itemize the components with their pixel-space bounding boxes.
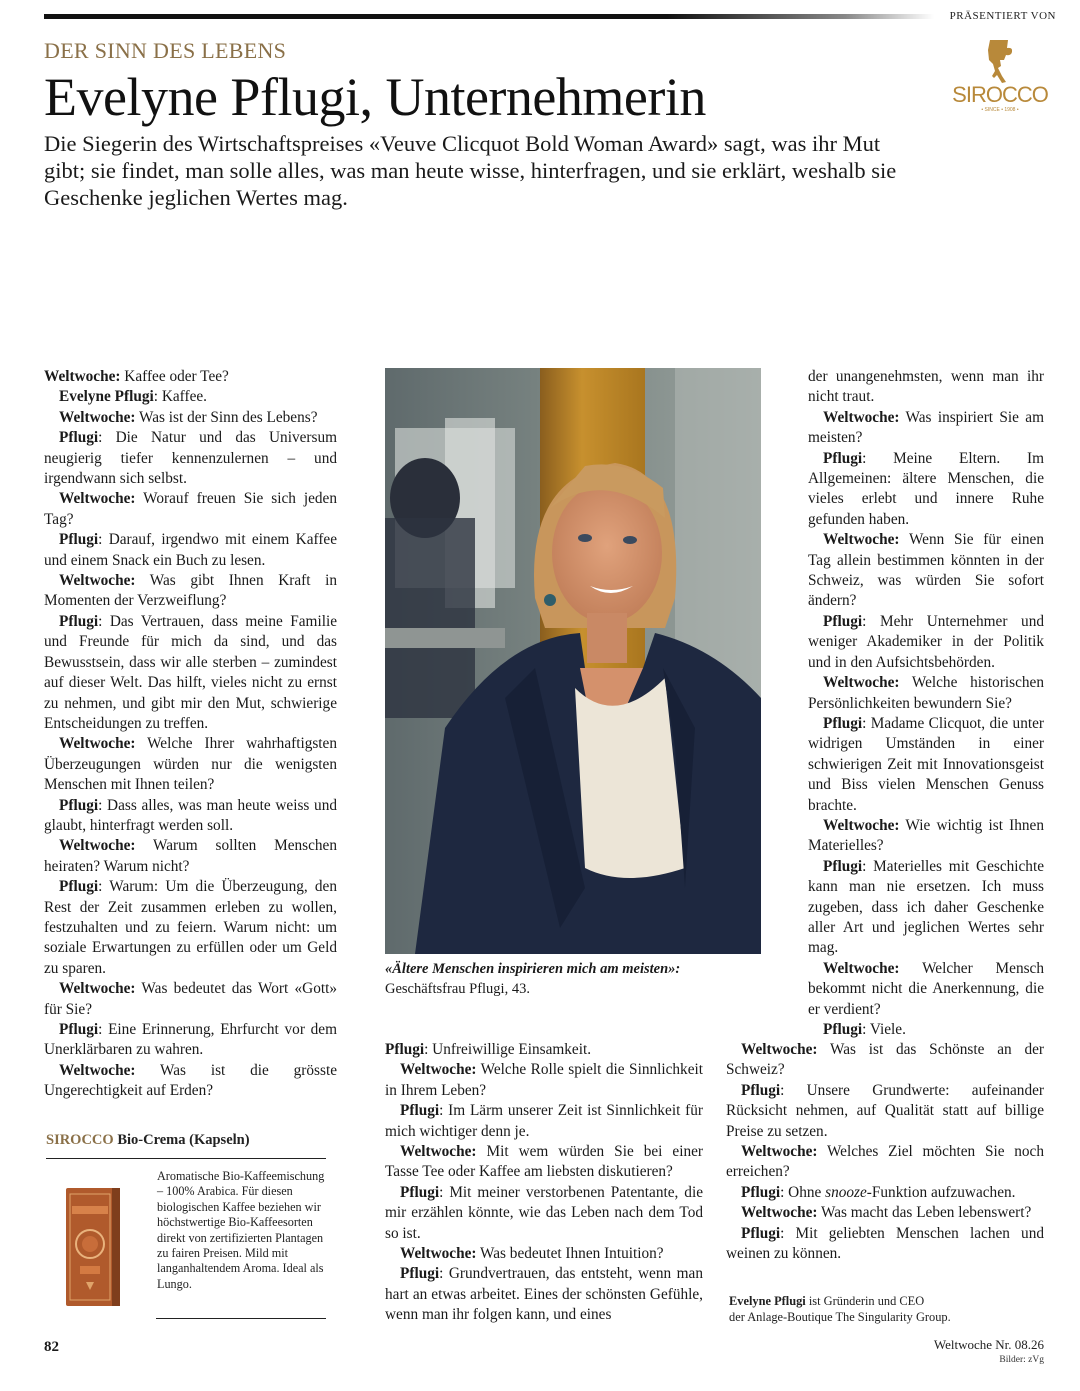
interview-paragraph [44,1020,337,1061]
answer-text: Welcher Mensch bekommt nicht die Anerkennung, die er verdient? [808,959,1044,1018]
speaker-label: Pflugi [741,1224,781,1242]
speaker-label: Pflugi [741,1081,781,1099]
interview-paragraph [808,1020,1044,1040]
answer-text: Was macht das Leben lebenswert? [817,1204,1032,1222]
speaker-label: Pflugi [823,1021,863,1038]
logo-wordmark: SIROCCO [952,82,1048,107]
speaker-label: Pflugi [823,857,863,875]
interview-paragraph [808,530,1044,612]
speaker-label: Pflugi [59,1021,99,1038]
speaker-label: Weltwoche: [59,837,136,855]
interview-paragraph [385,1183,703,1244]
answer-text: Was inspiriert Sie am meisten? [808,408,1044,447]
header-rule [44,14,934,19]
interview-paragraph [385,1244,703,1264]
interview-paragraph [44,1061,337,1102]
speaker-label: Weltwoche: [823,531,900,549]
emphasis-text: snooze [825,1183,867,1201]
speaker-label: Weltwoche: [400,1245,477,1263]
answer-text: : Madame Clicquot, die unter widrigen Umständen in einer schwierigen Zeit mit Innovationsgeist und Biss vielen Menschen Genuss brachte. [808,714,1044,814]
speaker-label: Weltwoche: [741,1204,818,1222]
answer-text: : Viele. [862,1021,906,1038]
speaker-label: Weltwoche: [59,735,136,753]
interview-paragraph [808,673,1044,714]
speaker-label: Weltwoche: [400,1061,477,1079]
page-number: 82 [44,1339,59,1355]
answer-text-continued: -Funktion aufzuwachen. [866,1183,1016,1201]
interview-paragraph [808,857,1044,959]
bio-name: Evelyne Pflugi [729,1294,806,1308]
ad-divider-top [46,1158,326,1159]
answer-text: : Unfreiwillige Einsamkeit. [424,1041,592,1058]
speaker-label: Pflugi [823,714,863,732]
interview-paragraph [385,1142,703,1183]
interview-paragraph [808,816,1044,857]
interview-paragraph [44,408,337,428]
answer-text: : Mehr Unternehmer und weniger Akademiker in der Politik und in den Aufsichtsbehörden. [808,612,1044,671]
speaker-label: Pflugi [59,531,99,549]
interview-paragraph [808,612,1044,673]
speaker-label: Weltwoche: [59,1061,136,1079]
speaker-label: Pflugi [59,612,99,630]
answer-text: : Das Vertrauen, dass meine Familie und Freunde für mich da sind, und das Bewusstsein, dass wir alle sterben – zumindest auf dieser Welt. Das hilft, vieles nicht zu ernst zu nehmen, und gibt mir den Mut, schwierige Entscheidungen zu treffen. [44,612,337,732]
speaker-label: Weltwoche: [741,1143,818,1161]
speaker-label: Weltwoche: [823,959,900,977]
speaker-label: Weltwoche: [44,368,121,385]
ad-description: Aromatische Bio-Kaffeemischung – 100% Arabica. Für diesen biologischen Kaffee beziehen wir höchstwertige Bio-Kaffeesorten direkt von zertifizierten Plantagen zu fairen Preisen. Mild mit langanhaltendem Aroma. Ideal als Lungo. [157,1169,325,1291]
interview-paragraph [726,1183,1044,1203]
answer-text: Welches Ziel möchten Sie noch erreichen? [726,1143,1044,1181]
speaker-label: Weltwoche: [400,1143,477,1161]
interview-paragraph [44,734,337,795]
answer-text: : Ohne [780,1183,826,1201]
speaker-label: Weltwoche: [823,674,900,692]
answer-text: Was gibt Ihnen Kraft in Momenten der Verzweiflung? [44,572,337,610]
answer-text: Kaffee oder Tee? [120,368,229,385]
answer-text: Warum sollten Menschen heiraten? Warum nicht? [44,837,337,875]
portrait-photo [385,368,761,954]
answer-text: Welche Ihrer wahrhaftigsten Überzeugungen würden nur die wenigsten Menschen mit Ihnen teilen? [44,735,337,794]
interview-paragraph [385,1101,703,1142]
speaker-label: Weltwoche: [741,1041,818,1058]
interview-paragraph [726,1040,1044,1081]
interview-paragraph [44,530,337,571]
answer-text: : Warum: Um die Überzeugung, den Rest der Zeit zusammen erleben zu wollen, festzuhalten und zu feiern. Warum nicht: um soziale Erwartungen zu erfüllen oder um Geld zu sparen. [44,878,337,977]
speaker-label: Pflugi [59,796,99,814]
interview-paragraph [44,428,337,489]
answer-text: : Unsere Grundwerte: aufeinander Rücksicht nehmen, auf Qualität statt auf billige Preise zu setzen. [726,1081,1044,1140]
answer-text: : Mit meiner verstorbenen Patentante, die mir erzählen könnte, wie das Leben nach dem Tod so ist. [385,1183,703,1242]
answer-text: : Die Natur und das Universum neugierig tiefer kennenzulernen – und irgendwann sich selbst. [44,429,337,488]
caption-text: Geschäftsfrau Pflugi, 43. [385,981,530,997]
speaker-label: Pflugi [741,1183,781,1201]
answer-text: Was ist das Schönste an der Schweiz? [726,1041,1044,1079]
answer-text: Mit wem würden Sie bei einer Tasse Tee oder Kaffee am liebsten diskutieren? [385,1143,703,1181]
answer-text: der unangenehmsten, wenn man ihr nicht traut. [808,368,1044,406]
interview-column-3-continued [726,1040,1044,1264]
logo-tagline: • SINCE • 1908 • [981,107,1019,113]
photo-caption [385,959,755,999]
caption-quote: «Ältere Menschen inspirieren mich am meisten»: [385,961,681,977]
photo-credit: Bilder: zVg [999,1355,1044,1365]
speaker-label: Pflugi [823,449,863,467]
ad-product-name: Bio-Crema (Kapseln) [117,1132,250,1148]
ad-brand: SIROCCO [46,1132,114,1148]
interview-paragraph [808,449,1044,531]
speaker-label: Pflugi [59,429,99,447]
ad-divider-bottom [156,1318,326,1319]
speaker-label: Weltwoche: [59,490,136,508]
speaker-label: Pflugi [400,1265,440,1283]
interview-paragraph [808,714,1044,816]
answer-text: : Eine Erinnerung, Ehrfurcht vor dem Unerklärbaren zu wahren. [44,1021,337,1059]
answer-text: Was ist die grösste Ungerechtigkeit auf Erden? [44,1061,337,1100]
interview-paragraph [808,408,1044,449]
answer-text: Was ist der Sinn des Lebens? [135,408,318,426]
speaker-label: Pflugi [385,1041,425,1058]
answer-text: Worauf freuen Sie sich jeden Tag? [44,490,337,528]
author-bio [729,1293,951,1325]
sirocco-logo [950,38,1050,118]
interview-paragraph [44,612,337,734]
interview-paragraph [44,979,337,1020]
interview-paragraph [726,1081,1044,1142]
interview-paragraph [808,959,1044,1020]
answer-text: : Mit geliebten Menschen lachen und weinen zu können. [726,1224,1044,1263]
interview-paragraph [44,796,337,837]
speaker-label: Weltwoche: [59,408,136,426]
article-title: Evelyne Pflugi, Unternehmerin [44,67,706,127]
presented-by-label: PRÄSENTIERT VON [949,10,1056,22]
interview-column-3 [808,367,1044,1040]
interview-paragraph [44,836,337,877]
speaker-label: Pflugi [400,1102,440,1120]
interview-paragraph [44,489,337,530]
answer-text: : Kaffee. [153,388,207,406]
section-kicker: DER SINN DES LEBENS [44,38,287,63]
interview-paragraph [808,367,1044,408]
speaker-label: Pflugi [59,878,99,896]
speaker-label: Evelyne Pflugi [59,388,154,406]
article-lede: Die Siegerin des Wirtschaftspreises «Veuve Clicquot Bold Woman Award» sagt, was ihr Mut gibt; sie findet, man solle alles, was man heute wisse, hinterfragen, und sie erklärt, weshalb sie Geschenke jeglichen Wertes mag. [44,131,897,210]
answer-text: Was bedeutet Ihnen Intuition? [476,1245,664,1263]
answer-text: Wie wichtig ist Ihnen Materielles? [808,816,1044,855]
interview-paragraph [385,1040,703,1060]
interview-paragraph [385,1060,703,1101]
speaker-label: Pflugi [400,1183,440,1201]
answer-text: Wenn Sie für einen Tag allein bestimmen könnten in der Schweiz, was würden Sie sofort ändern? [808,531,1044,610]
interview-column-1 [44,367,337,1102]
ad-title [46,1132,250,1149]
answer-text: : Darauf, irgendwo mit einem Kaffee und einem Snack ein Buch zu lesen. [44,531,337,569]
interview-paragraph [726,1203,1044,1223]
speaker-label: Weltwoche: [823,816,900,834]
interview-paragraph [726,1142,1044,1183]
answer-text: Welche Rolle spielt die Sinnlichkeit in Ihrem Leben? [385,1061,703,1099]
interview-paragraph [44,367,337,387]
interview-paragraph [44,387,337,407]
capsule-box-icon [62,1186,124,1308]
answer-text: : Meine Eltern. Im Allgemeinen: ältere Menschen, die vieles erlebt und innere Ruhe gefunden haben. [808,449,1044,528]
bio-role: ist Gründerin und CEO [805,1294,925,1308]
interview-paragraph [44,571,337,612]
portrait-image [385,368,761,954]
speaker-label: Weltwoche: [59,980,136,998]
interview-paragraph [44,877,337,979]
speaker-label: Weltwoche: [823,408,900,426]
interview-column-2 [385,1040,703,1326]
answer-text: : Im Lärm unserer Zeit ist Sinnlichkeit für mich wichtiger denn je. [385,1102,703,1140]
answer-text: : Materielles mit Geschichte kann man nie ersetzen. Ich muss zugeben, dass ich daher Geschenke aller Art und jeglichen Wertes sehr mag. [808,857,1044,957]
speaker-label: Weltwoche: [59,572,136,590]
answer-text: : Dass alles, was man heute weiss und glaubt, hinterfragt werden soll. [44,796,337,834]
answer-text: Was bedeutet das Wort «Gott» für Sie? [44,980,337,1018]
speaker-label: Pflugi [823,612,863,630]
answer-text: Welche historischen Persönlichkeiten bewundern Sie? [808,674,1044,712]
interview-paragraph [385,1264,703,1325]
interview-paragraph [726,1224,1044,1265]
bio-company: der Anlage-Boutique The Singularity Group. [729,1310,951,1324]
issue-label: Weltwoche Nr. 08.26 [933,1337,1044,1352]
coffee-man-logo-icon [980,38,1020,84]
answer-text: : Grundvertrauen, das entsteht, wenn man hart an etwas arbeitet. Eines der schönsten Gefühle, wenn man ihr folgen kann, und eines [385,1265,703,1324]
product-image [62,1186,124,1308]
